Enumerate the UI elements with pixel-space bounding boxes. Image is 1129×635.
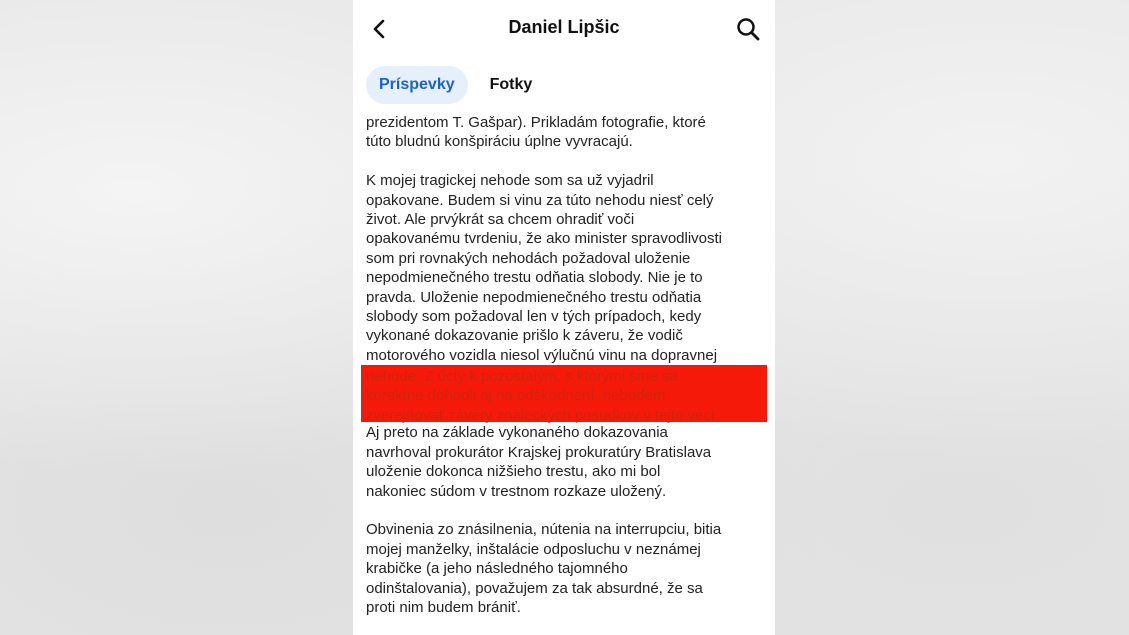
text-line: Obvinenia zo znásilnenia, nútenia na interrupciu, bitia xyxy=(366,521,722,539)
text-line: pravda. Uloženie nepodmienečného trestu odňatia xyxy=(366,288,702,306)
text-line: túto bludnú konšpiráciu úplne vyvracajú. xyxy=(366,133,633,151)
page-title: Daniel Lipšic xyxy=(508,17,620,37)
text-line: odinštalovania), považujem za tak absurdné, že sa xyxy=(366,579,703,597)
text-line: nepodmienečného trestu odňatia slobody. Nie je to xyxy=(366,269,703,287)
text-line: Aj preto na základe vykonaného dokazovania xyxy=(366,424,668,442)
text-line: mojej manželky, inštalácie odposluchu v neznámej xyxy=(366,540,701,558)
text-line: slobody som požadoval len v tých prípadoch, kedy xyxy=(366,308,702,326)
text-line: opakovanému tvrdeniu, že ako minister spravodlivosti xyxy=(366,230,723,248)
profile-tabs xyxy=(366,66,554,104)
text-line: motorového vozidla niesol výlučnú vinu na dopravnej xyxy=(366,346,718,364)
text-line: nehode. Z úcty k pozostalým, s ktorými sme sa xyxy=(366,368,678,385)
text-line: život. Ale prvýkrát sa chcem ohradiť voči xyxy=(366,211,635,229)
text-line: uloženie dokonca nižšieho trestu, ako mi bol xyxy=(366,463,661,481)
search-icon[interactable] xyxy=(735,16,761,42)
text-line: korektne dohodli aj na odškodnení, nebudem xyxy=(366,387,666,405)
text-line: opakovane. Budem si vinu za túto nehodu niesť celý xyxy=(366,191,714,209)
text-line: K mojej tragickej nehode som sa už vyjadril xyxy=(366,172,654,190)
top-bar xyxy=(353,0,775,58)
text-line: krabičke (a jeho následného tajomného xyxy=(366,560,628,578)
tab-prispevky[interactable]: Príspevky xyxy=(366,66,468,104)
text-line: vykonané dokazovanie prišlo k záveru, že vodič xyxy=(366,327,683,345)
text-line: prezidentom T. Gašpar). Prikladám fotografie, ktoré xyxy=(366,114,706,131)
phone-screen xyxy=(353,0,775,635)
tab-fotky[interactable]: Fotky xyxy=(489,76,533,93)
redacted-text xyxy=(366,367,766,425)
text-line: navrhoval prokurátor Krajskej prokuratúry Bratislava xyxy=(366,443,712,461)
text-line: proti nim budem brániť. xyxy=(366,599,521,617)
text-line: nakoniec súdom v trestnom rozkaze uložený. xyxy=(366,482,667,500)
red-highlight-overlay xyxy=(361,365,767,422)
text-line: som pri rovnakých nehodách požadoval uloženie xyxy=(366,249,691,267)
text-line: zverejňovať závery znaleckých posudkov v tejto veci. xyxy=(366,406,719,424)
